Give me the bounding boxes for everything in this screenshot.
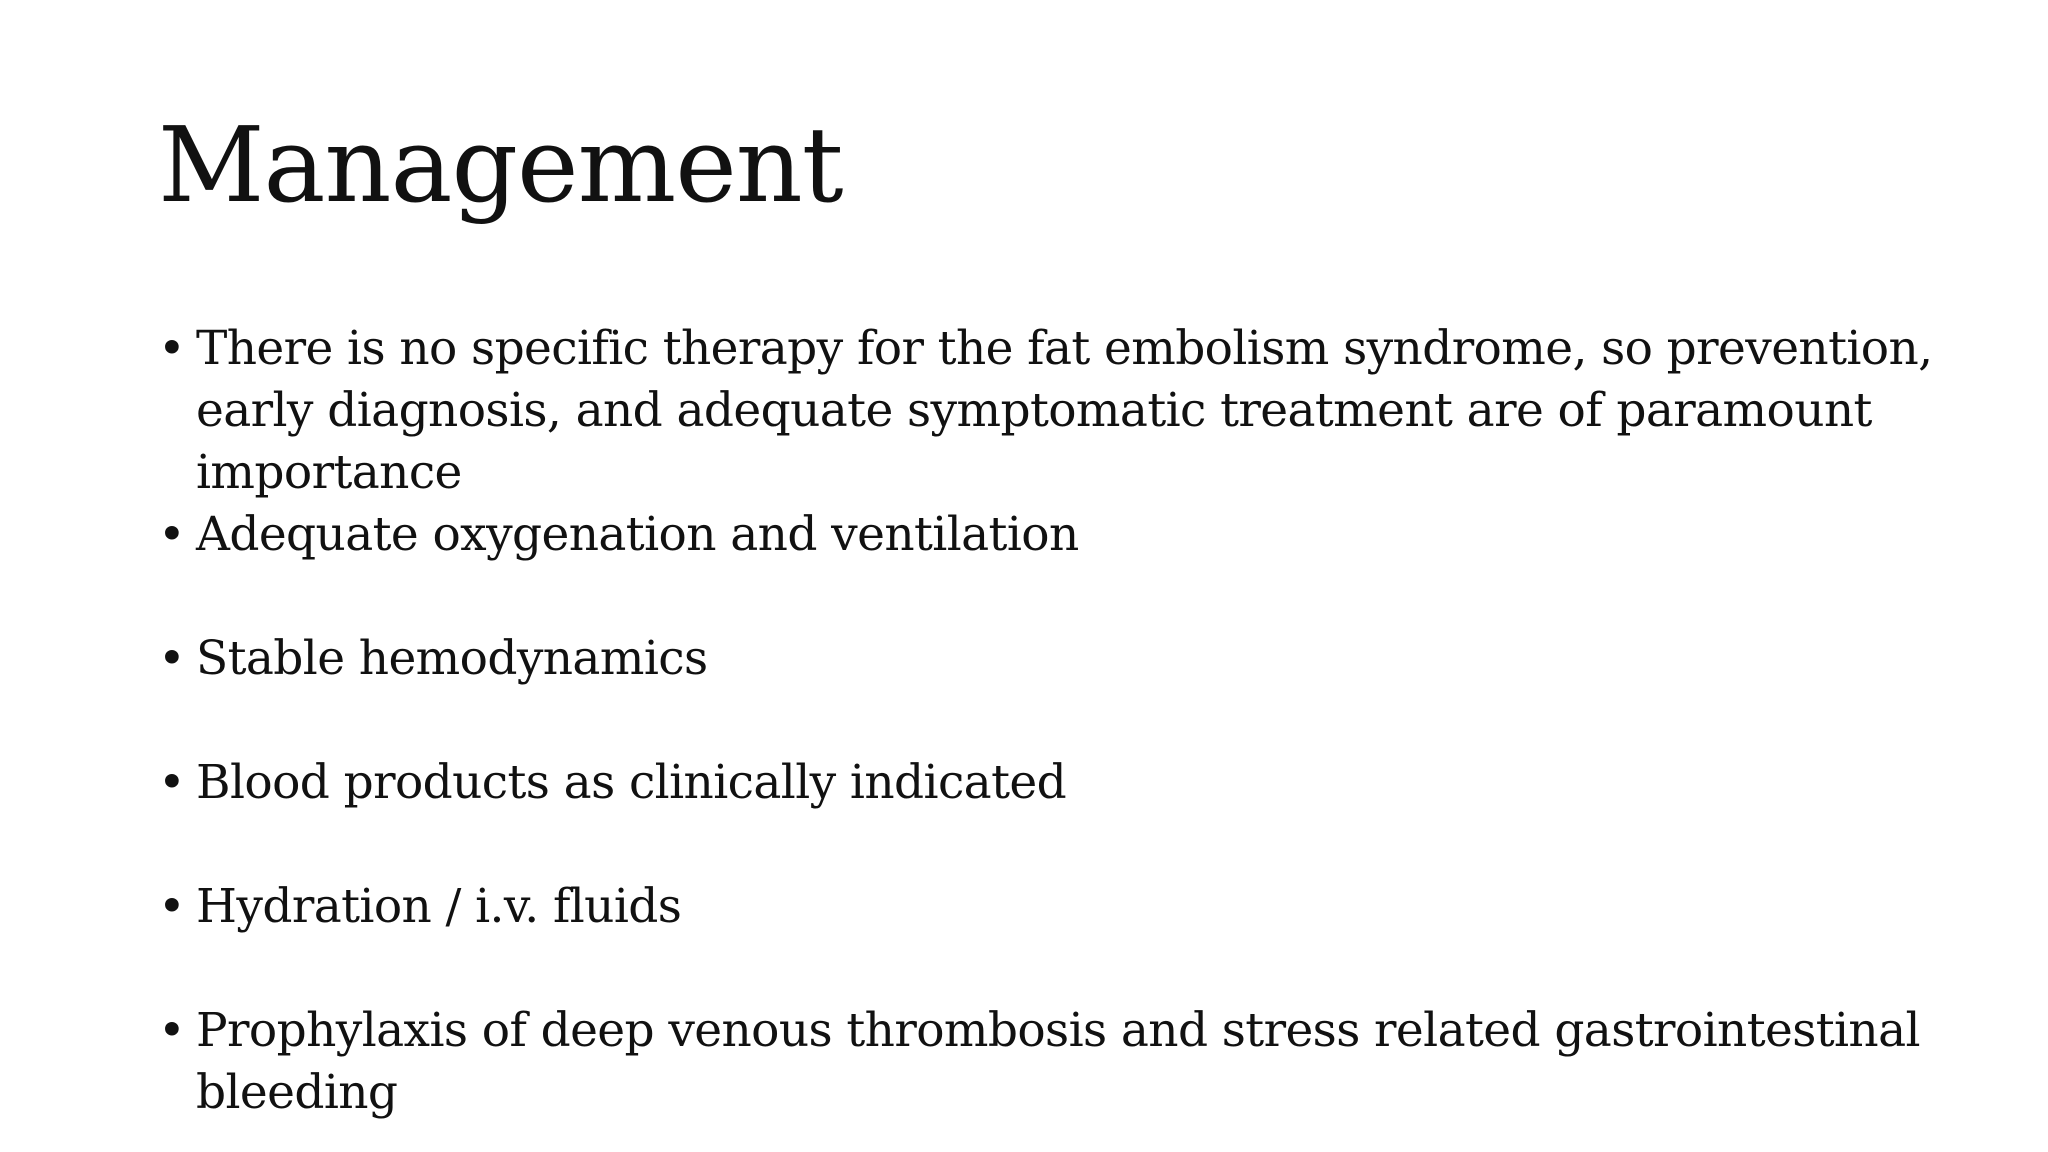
bullet-glyph: • xyxy=(158,507,186,562)
bullet-text: Adequate oxygenation and ventilation xyxy=(196,507,1079,562)
bullet-item xyxy=(158,504,1948,566)
bullet-text: There is no specific therapy for the fat embolism syndrome, so prevention, early diagnosis, and adequate symptomatic treatment are of paramount importance xyxy=(196,321,1933,500)
bullet-glyph: • xyxy=(158,755,186,810)
bullet-item xyxy=(158,752,1948,814)
bullet-item xyxy=(158,628,1948,690)
bullet-text: Stable hemodynamics xyxy=(196,631,708,686)
bullet-text: Prophylaxis of deep venous thrombosis and stress related gastrointestinal bleeding xyxy=(196,1003,1920,1120)
bullet-item xyxy=(158,876,1948,938)
bullet-glyph: • xyxy=(158,631,186,686)
bullet-glyph: • xyxy=(158,879,186,934)
bullet-item xyxy=(158,1000,1948,1124)
bullet-item xyxy=(158,318,1948,504)
bullet-list xyxy=(158,318,1948,1124)
bullet-glyph: • xyxy=(158,321,186,376)
bullet-glyph: • xyxy=(158,1003,186,1058)
bullet-text: Hydration / i.v. fluids xyxy=(196,879,682,934)
bullet-text: Blood products as clinically indicated xyxy=(196,755,1067,810)
slide-title: Management xyxy=(158,104,843,226)
